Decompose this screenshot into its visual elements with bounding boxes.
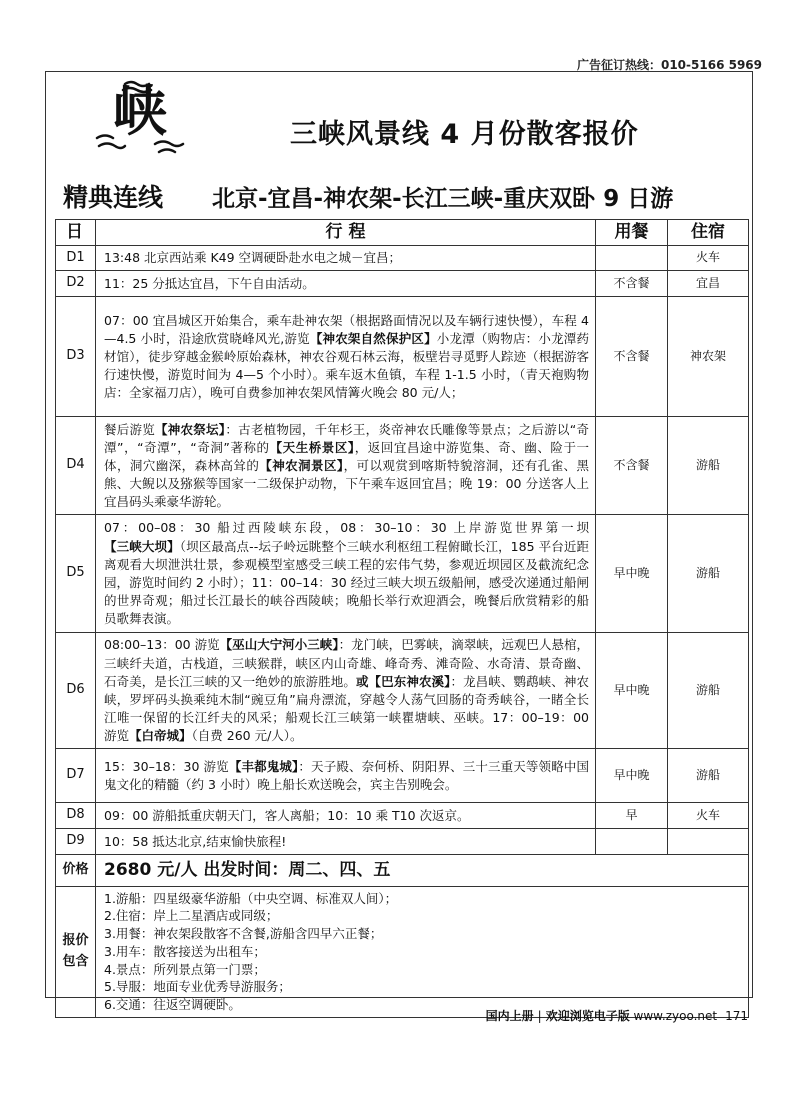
day-stay: [668, 829, 749, 855]
itinerary-text: （自费 260 元/人）。: [191, 728, 303, 744]
include-item: 4.景点：所列景点第一门票；: [104, 961, 266, 977]
day-stay: 火车: [668, 245, 749, 271]
day-label: D4: [56, 417, 96, 515]
day-stay: 火车: [668, 803, 749, 829]
includes-list: [104, 890, 742, 1014]
day-itinerary: [96, 297, 596, 417]
itinerary-text: ，返回宜昌途中游览集、奇、幽、险于一体，洞穴幽深，森林高耸的: [104, 439, 589, 473]
includes-label-line-2: 包含: [62, 953, 89, 969]
itinerary-highlight: 【巫山大宁河小三峡】: [219, 637, 339, 653]
itinerary-text: 10：58 抵达北京,结束愉快旅程!: [104, 833, 287, 849]
day-stay: 游船: [668, 633, 749, 749]
day-label: D8: [56, 803, 96, 829]
day-itinerary: [96, 803, 596, 829]
itinerary-table: [55, 219, 749, 1018]
logo-character: 峡: [113, 79, 167, 143]
footer-slogan: 欢迎浏览电子版: [545, 1009, 630, 1023]
itinerary-highlight: 【神农架自然保护区】: [309, 330, 437, 346]
includes-label-line-1: 报价: [62, 932, 89, 948]
page-number: 171: [725, 1009, 748, 1023]
include-item: 5.导服：地面专业优秀导游服务；: [104, 979, 291, 995]
header-itinerary: 行 程: [96, 220, 596, 246]
header-meal: 用餐: [596, 220, 668, 246]
table-header-row: [56, 220, 749, 246]
route-tag: 精典连线: [63, 183, 164, 212]
day-label: D6: [56, 633, 96, 749]
itinerary-text: 09：00 游船抵重庆朝天门，客人离船；10：10 乘 T10 次返京。: [104, 807, 470, 823]
day-meal: 不含餐: [596, 271, 668, 297]
day-itinerary: [96, 633, 596, 749]
itinerary-highlight: 或【巴东神农溪】: [355, 673, 451, 689]
footer-section: 国内上册: [485, 1009, 534, 1023]
price-label: 价格: [56, 855, 96, 887]
footer-site[interactable]: www.zyoo.net: [633, 1009, 718, 1023]
day-itinerary: [96, 417, 596, 515]
itinerary-text: 07：00–08：30 船过西陵峡东段，08：30–10：30 上岸游览世界第一坝: [104, 520, 589, 536]
include-item: 3.用车：散客接送为出租车；: [104, 943, 266, 959]
itinerary-text: 15：30–18：30 游览: [104, 758, 229, 774]
itinerary-text: 11：25 分抵达宜昌，下午自由活动。: [104, 275, 315, 291]
itinerary-highlight: 【神农洞景区】: [259, 457, 344, 473]
day-meal: 不含餐: [596, 297, 668, 417]
day-stay: 游船: [668, 515, 749, 633]
itinerary-text: ：龙昌峡、鹦鹉峡、神农峡，罗坪码头换乘纯木制“豌豆角”扁舟漂流，穿越令人荡气回肠的奇秀峡谷，一睹全长江唯一保留的长江纤夫的风采；船观长江三峡第一峡瞿塘峡、巫峡。17：00–19：00 游览: [104, 673, 589, 744]
day-stay: 游船: [668, 417, 749, 515]
day-itinerary: [96, 271, 596, 297]
itinerary-highlight: 【三峡大坝】: [104, 538, 180, 554]
includes-label: [56, 886, 96, 1017]
day-meal: [596, 245, 668, 271]
itinerary-highlight: 【天生桥景区】: [269, 439, 355, 455]
page-footer: [486, 1007, 748, 1024]
itinerary-text: 07：00 宜昌城区开始集合，乘车赴神农架（根据路面情况以及车辆行速快慢），车程 4—4.5 小时，沿途欣赏晓峰风光,游览: [104, 312, 589, 346]
header-day: 日: [56, 220, 96, 246]
day-itinerary: [96, 245, 596, 271]
itinerary-text: ：天子殿、奈何桥、阴阳界、三十三重天等领略中国鬼文化的精髓（约 3 小时）晚上船长欢送晚会，宾主告别晚会。: [104, 758, 589, 792]
include-item: 2.住宿：岸上二星酒店或同级；: [104, 908, 279, 924]
itinerary-text: ，可以观赏到喀斯特貌溶洞，还有孔雀、黑熊、大鲵以及猕猴等国家一二级保护动物，下午乘车返回宜昌；晚 19：00 分送客人上宜昌码头乘豪华游轮。: [104, 457, 589, 510]
include-item: 6.交通：往返空调硬卧。: [104, 997, 241, 1013]
itinerary-text: 13:48 北京西站乘 K49 空调硬卧赴水电之城－宜昌；: [104, 250, 402, 265]
day-label: D9: [56, 829, 96, 855]
include-item: 3.用餐：神农架段散客不含餐,游船含四早六正餐；: [104, 926, 383, 942]
itinerary-text: （坝区最高点--坛子岭远眺整个三峡水利枢纽工程俯瞰长江，185 平台近距离观看大坝泄洪壮景，参观模型室感受三峡工程的宏伟气势，参观近坝园区及截流纪念园，游览时间约 2 小时）；11：00–14：30 经过三峡大坝五级船闸，感受次递通过船闸的世界奇观；船过长江最长的峡谷西陵峡；晚船长举行欢迎酒会，晚餐后欣赏精彩的船员歌舞表演。: [104, 538, 589, 627]
day-meal: 早中晚: [596, 749, 668, 803]
day-label: D1: [56, 245, 96, 271]
itinerary-text: ：古老植物园，千年杉王，炎帝神农氏雕像等景点；之后游以“奇潭”，“奇潭”，“奇洞”著称的: [104, 421, 589, 455]
day-itinerary: [96, 829, 596, 855]
include-item: 1.游船：四星级豪华游船（中央空调、标准双人间）；: [104, 890, 398, 906]
day-itinerary: [96, 515, 596, 633]
day-meal: 早中晚: [596, 633, 668, 749]
includes-row: [56, 886, 749, 1017]
day-meal: [596, 829, 668, 855]
day-label: D3: [56, 297, 96, 417]
day-meal: 早: [596, 803, 668, 829]
day-label: D2: [56, 271, 96, 297]
day-stay: 神农架: [668, 297, 749, 417]
price-text: 2680 元/人 出发时间：周二、四、五: [96, 855, 749, 887]
itinerary-text: 08:00–13：00 游览: [104, 637, 220, 653]
day-stay: 宜昌: [668, 271, 749, 297]
itinerary-text: ：龙门峡，巴雾峡，滴翠峡，远观巴人悬棺，三峡纤夫道，古栈道，三峡猴群，峡区内山奇雄、峰奇秀、滩奇险、水奇清、景奇幽、石奇美，是长江三峡的又一绝妙的旅游胜地。: [104, 637, 589, 689]
day-stay: 游船: [668, 749, 749, 803]
footer-separator: |: [537, 1009, 542, 1023]
header-stay: 住宿: [668, 220, 749, 246]
includes-list-cell: [96, 886, 749, 1017]
page-title: 三峡风景线 4 月份散客报价: [290, 119, 639, 150]
day-meal: 不含餐: [596, 417, 668, 515]
itinerary-highlight: 【白帝城】: [129, 728, 192, 744]
day-meal: 早中晚: [596, 515, 668, 633]
itinerary-text: 餐后游览: [104, 421, 156, 437]
day-itinerary: [96, 749, 596, 803]
itinerary-highlight: 【神农祭坛】: [155, 421, 226, 437]
itinerary-highlight: 【丰都鬼城】: [228, 758, 299, 774]
logo: [95, 78, 190, 173]
itinerary-text: 小龙潭（购物店：小龙潭药材馆），徒步穿越金猴岭原始森林，神农谷观石林云海，板壁岩寻觅野人踪迹（根据游客行速快慢，游览时间为 4—5 个小时）。乘车返木鱼镇，车程 1-1.5 小时，（青天袍购物店：全家福刀店），晚可自费参加神农架风情篝火晚会 80 元/人；: [104, 330, 589, 401]
route-title: 北京-宜昌-神农架-长江三峡-重庆双卧 9 日游: [212, 186, 674, 212]
ad-hotline: 广告征订热线：010-5166 5969: [576, 58, 762, 72]
price-row: [56, 855, 749, 887]
day-label: D7: [56, 749, 96, 803]
day-label: D5: [56, 515, 96, 633]
